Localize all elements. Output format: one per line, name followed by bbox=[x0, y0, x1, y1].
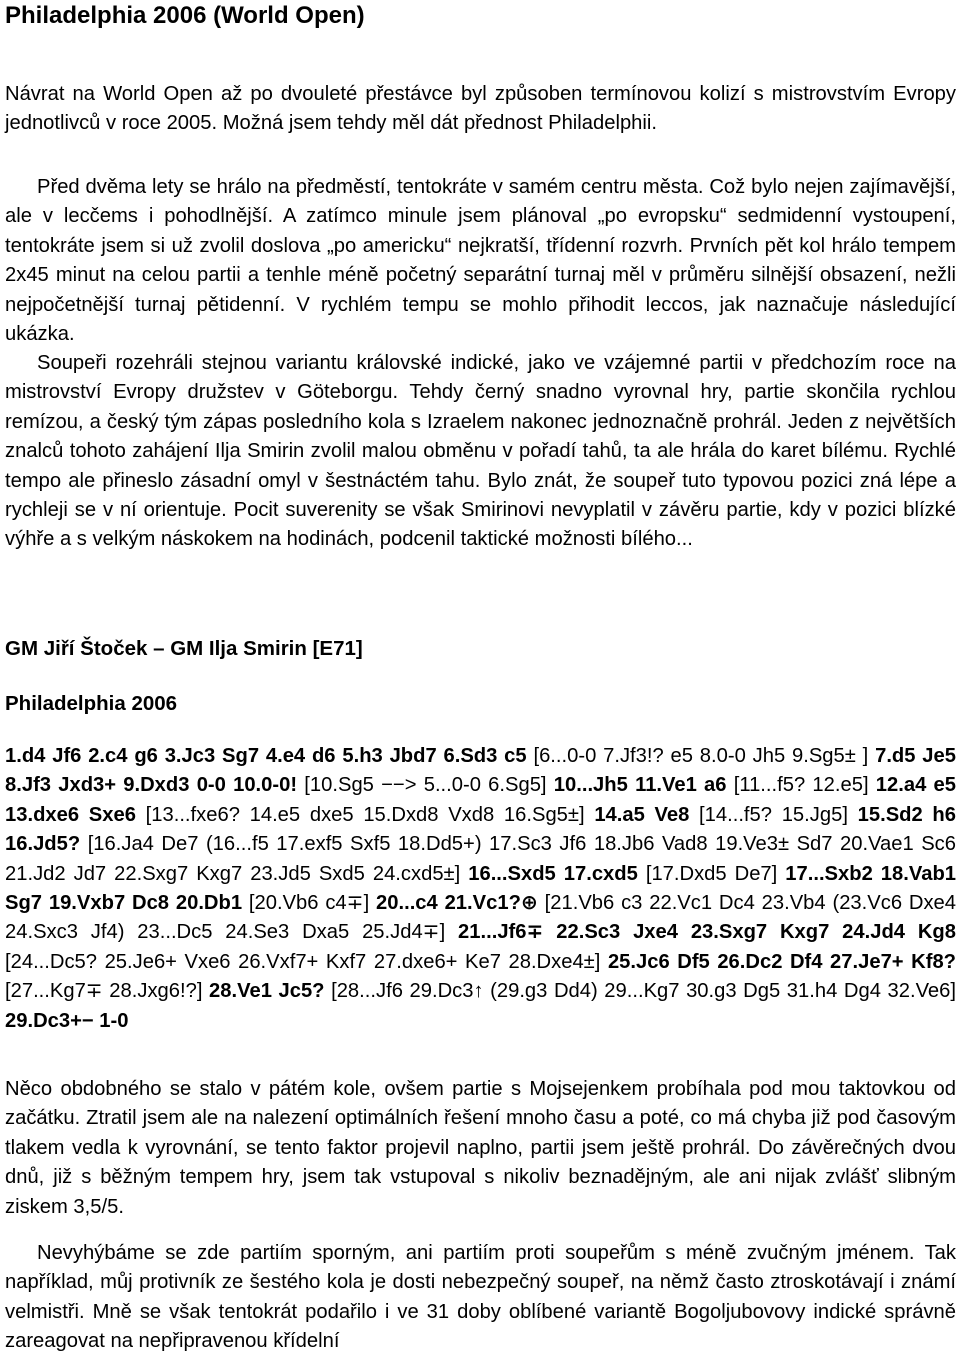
main-line-moves: 16...Sxd5 17.cxd5 bbox=[468, 862, 638, 885]
main-line-moves: 10...Jh5 11.Ve1 a6 bbox=[553, 774, 727, 797]
page-title: Philadelphia 2006 (World Open) bbox=[5, 2, 365, 29]
variation-moves: [14...f5? 15.Jg5] bbox=[689, 803, 858, 826]
variation-moves: [24...Dc5? 25.Je6+ Vxe6 26.Vxf7+ Kxf7 27.dxe6+ Ke7 28.Dxe4±] bbox=[5, 950, 608, 973]
variation-moves: [11...f5? 12.e5] bbox=[726, 774, 876, 797]
variation-moves: [28...Jf6 29.Dc3↑ (29.g3 Dd4) 29...Kg7 30.g3 Dg5 31.h4 Dg4 32.Ve6] bbox=[324, 980, 956, 1003]
paragraph-venue: Před dvěma lety se hrálo na předměstí, tentokráte v samém centru města. Což bylo nejen zajímavější, ale v lecčems i pohodlnější. A zatímco minule jsem plánoval „po evropsku“ sedmidenní vystoupení, tentokráte jsem si už zvolil doslova „po americku“ nejkratší, třídenní rozvrh. Prvních pět kol hrálo tempem 2x45 minut na celou partii a tenhle méně početný separátní turnaj měl v průměru silnější obsazení, nežli nejpočetnější turnaj pětidenní. V rychlém tempu se mohlo přihodit leccos, jak naznačuje následující ukázka. bbox=[5, 176, 956, 346]
main-line-moves: 20...c4 21.Vc1?⊕ bbox=[376, 892, 538, 915]
game-moves bbox=[5, 742, 956, 1036]
main-line-moves: 15.Sd2 h6 16.Jd5? bbox=[5, 803, 956, 856]
variation-moves: [21.Vb6 c3 22.Vc1 Dc4 23.Vb4 (23.Vc6 Dxe4 24.Sxc3 Jf4) 23...Dc5 24.Se3 Dxa5 25.Jd4∓] bbox=[5, 892, 957, 944]
main-line-moves: 17...Sxb2 18.Vab1 Sg7 19.Vxb7 Dc8 20.Db1 bbox=[5, 862, 957, 915]
main-line-moves: 12.a4 e5 13.dxe6 Sxe6 bbox=[5, 774, 956, 826]
paragraph-game-intro: Soupeři rozehráli stejnou variantu královské indické, jako ve vzájemné partii v předchozím roce na mistrovství Evropy družstev v Göteborgu. Tehdy černý snadno vyrovnal hry, partie skončila rychlou remízou, a český tým zápas posledního kola s Izraelem nakonec jednoznačně prohrál. Jeden z největších znalců tohoto zahájení Ilja Smirin zvolil malou obměnu v pořadí tahů, ta ale hrála do karet bílému. Rychlé tempo ale přineslo zásadní omyl v šestnáctém tahu. Bylo znát, že soupeř tuto typovou pozici zná lépe a rychleji se v ní orientuje. Pocit suverenity se však Smirinovi nevyplatil v závěru partie, kdy v pozici blízké výhře a s velkým náskokem na hodinách, podcenil taktické možnosti bílého... bbox=[5, 352, 956, 551]
main-line-moves: 29.Dc3+− 1-0 bbox=[5, 1009, 129, 1032]
game-players-heading: GM Jiří Štoček – GM Ilja Smirin [E71] bbox=[5, 637, 363, 660]
main-line-moves: 25.Jc6 Df5 26.Dc2 Df4 27.Je7+ Kf8? bbox=[607, 950, 956, 973]
variation-moves: [16.Ja4 De7 (16...f5 17.exf5 Sxf5 18.Dd5+) 17.Sc3 Jf6 18.Jb6 Vad8 19.Ve3± Sd7 20.Vae1 Sc6 21.Jd2 Jd7 22.Sxg7 Kxg7 23.Jd5 Sxd5 24.cxd5±] bbox=[5, 833, 956, 885]
paragraph-intro: Návrat na World Open až po dvouleté přestávce byl způsoben termínovou kolizí s mistrovstvím Evropy jednotlivců v roce 2005. Možná jsem tehdy měl dát přednost Philadelphii. bbox=[5, 83, 956, 135]
variation-moves: [6...0-0 7.Jf3!? e5 8.0-0 Jh5 9.Sg5± ] bbox=[526, 745, 876, 767]
variation-moves: [17.Dxd5 De7] bbox=[637, 862, 786, 885]
main-line-moves: 14.a5 Ve8 bbox=[594, 803, 690, 826]
variation-moves: [13...fxe6? 14.e5 dxe5 15.Dxd8 Vxd8 16.Sg5±] bbox=[135, 803, 595, 826]
main-line-moves: 21...Jf6∓ 22.Sc3 Jxe4 23.Sxg7 Kxg7 24.Jd4 Kg8 bbox=[458, 921, 956, 944]
variation-moves: [20.Vb6 c4∓] bbox=[242, 892, 377, 915]
variation-moves: [10.Sg5 −−> 5...0-0 6.Sg5] bbox=[297, 774, 554, 797]
main-line-moves: 7.d5 Je5 8.Jf3 Jxd3+ 9.Dxd3 0-0 10.0-0! bbox=[5, 745, 956, 797]
paragraph-round-six: Nevyhýbáme se zde partiím sporným, ani partiím proti soupeřům s méně zvučným jménem. Tak například, můj protivník ze šestého kola je dosti nebezpečný soupeř, na němž často ztroskotávají i známí velmistři. Mně se však tentokrát podařilo i ve 31 doby oblíbené variantě Bogoljubovovy indické správně zareagovat na nepřipravenou křídelní bbox=[5, 1242, 956, 1353]
variation-moves: [27...Kg7∓ 28.Jxg6!?] bbox=[5, 980, 210, 1003]
paragraph-round-five: Něco obdobného se stalo v pátém kole, ovšem partie s Mojsejenkem probíhala pod mou taktovkou od začátku. Ztratil jsem ale na nalezení optimálních řešení mnoho času a poté, co má chyba již pod časovým tlakem vedla k vyrovnání, se tento faktor projevil naplno, partii jsem ještě prohrál. Do závěrečných dvou dnů, již s běžným tempem hry, jsem tak vstupoval s nikoliv beznadějným, ale ani nijak zvlášť slibným ziskem 3,5/5. bbox=[5, 1078, 956, 1218]
main-line-moves: 1.d4 Jf6 2.c4 g6 3.Jc3 Sg7 4.e4 d6 5.h3 Jbd7 6.Sd3 c5 bbox=[5, 745, 527, 767]
game-event-heading: Philadelphia 2006 bbox=[5, 692, 178, 715]
main-line-moves: 28.Ve1 Jc5? bbox=[209, 980, 325, 1003]
